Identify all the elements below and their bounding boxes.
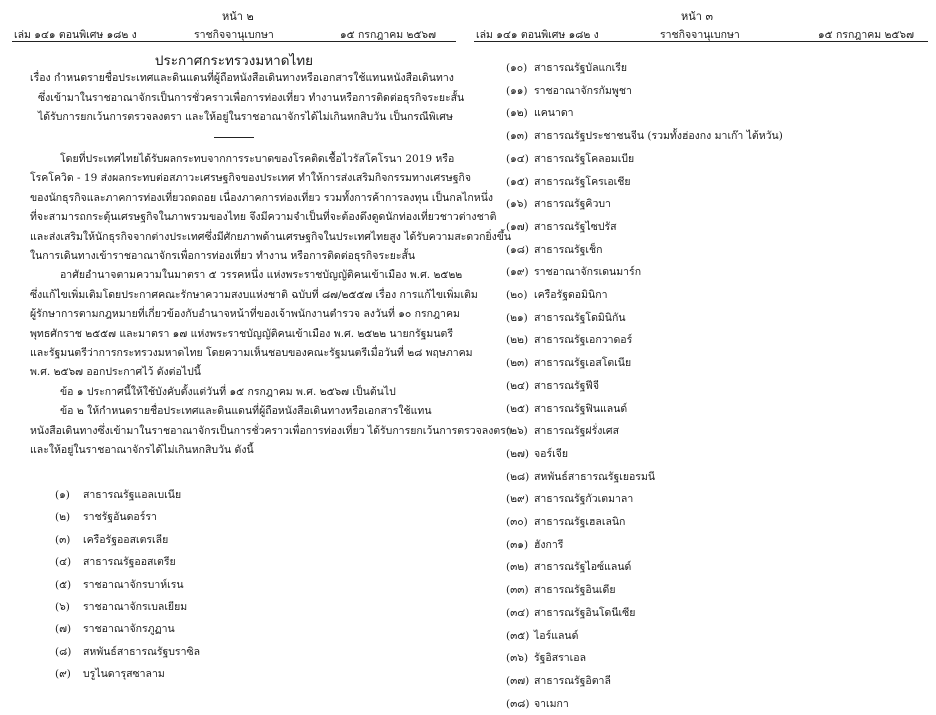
item-number: (๗)	[55, 623, 72, 636]
list-item	[506, 239, 783, 262]
country-name: บรูไนดารุสซาลาม	[83, 668, 165, 681]
country-name: สาธารณรัฐเอกวาดอร์	[534, 334, 633, 347]
country-name: ราชอาณาจักรภูฏาน	[83, 623, 175, 636]
page-number: หน้า ๓	[681, 10, 713, 23]
list-item	[506, 125, 783, 148]
item-number: (๑๕)	[506, 175, 529, 188]
list-item	[506, 398, 783, 421]
body-line: ในการเดินทางเข้าราชอาณาจักรเพื่อการท่องเที่ยว ทำงาน หรือการติดต่อธุรกิจระยะสั้น	[30, 250, 416, 263]
list-item	[55, 551, 200, 573]
body-line: และรัฐมนตรีว่าการกระทรวงมหาดไทย โดยความเห็นชอบของคณะรัฐมนตรีเมื่อวันที่ ๒๘ พฤษภาคม	[30, 347, 473, 360]
body-line: และให้อยู่ในราชอาณาจักรได้ไม่เกินหกสิบวัน ดังนี้	[30, 444, 254, 457]
item-number: (๑๔)	[506, 152, 529, 165]
item-number: (๙)	[55, 668, 71, 681]
item-number: (๒๙)	[506, 493, 529, 506]
item-number: (๖)	[55, 601, 70, 614]
country-name: เครือรัฐดอมินิกา	[534, 289, 608, 302]
item-number: (๘)	[55, 645, 72, 658]
item-number: (๒๑)	[506, 311, 528, 324]
header-gazette: ราชกิจจานุเบกษา	[660, 29, 740, 41]
item-number: (๑๘)	[506, 243, 529, 256]
list-item	[506, 80, 783, 103]
country-name: สาธารณรัฐเช็ก	[534, 243, 603, 256]
body-line: ข้อ ๑ ประกาศนี้ให้ใช้บังคับตั้งแต่วันที่ ๑๕ กรกฎาคม พ.ศ. ๒๕๖๗ เป็นต้นไป	[60, 385, 396, 398]
list-item	[506, 284, 783, 307]
country-name: สาธารณรัฐไซปรัส	[534, 220, 617, 233]
item-number: (๓)	[55, 533, 71, 546]
item-number: (๒๘)	[506, 470, 530, 483]
list-item	[55, 618, 200, 640]
country-name: สหพันธ์สาธารณรัฐบราซิล	[83, 645, 201, 658]
body-line: โดยที่ประเทศไทยได้รับผลกระทบจากการระบาดของโรคติดเชื้อไวรัสโคโรนา 2019 หรือ	[60, 153, 455, 165]
item-number: (๒)	[55, 511, 71, 524]
item-number: (๓๗)	[506, 674, 530, 687]
country-name: สหพันธ์สาธารณรัฐเยอรมนี	[534, 470, 656, 483]
list-item	[506, 579, 783, 602]
header-date: ๑๕ กรกฎาคม ๒๕๖๗	[340, 29, 436, 41]
country-name: ราชรัฐอันดอร์รา	[83, 511, 157, 524]
header-date: ๑๕ กรกฎาคม ๒๕๖๗	[818, 29, 914, 41]
list-item	[506, 443, 783, 466]
country-name: เครือรัฐออสเตรเลีย	[83, 533, 169, 546]
list-item	[55, 574, 200, 596]
list-item	[506, 693, 783, 715]
country-list	[506, 57, 783, 715]
page-number: หน้า ๒	[222, 10, 254, 23]
body-line: ที่จะสามารถกระตุ้นเศรษฐกิจในภาพรวมของไทย จึงมีความจำเป็นที่จะต้องดึงดูดนักท่องเที่ยวชาวต่างชาติ	[30, 211, 497, 224]
list-item	[506, 193, 783, 216]
country-name: สาธารณรัฐอินเดีย	[534, 584, 616, 597]
country-list	[55, 484, 200, 686]
subject-block	[30, 69, 465, 128]
body-line: และส่งเสริมให้นักธุรกิจจากต่างประเทศซึ่งมีศักยภาพด้านเศรษฐกิจในประเทศไทยสูง ได้รับความสะดวกยิ่งขึ้น	[30, 230, 512, 243]
item-number: (๒๓)	[506, 357, 529, 370]
item-number: (๑๐)	[506, 62, 528, 74]
country-name: ราชอาณาจักรเบลเยียม	[83, 601, 188, 614]
list-item	[55, 484, 200, 506]
list-item	[506, 216, 783, 239]
item-number: (๒๐)	[506, 289, 528, 302]
country-name: สาธารณรัฐกัวเตมาลา	[534, 493, 634, 506]
country-name: สาธารณรัฐฝรั่งเศส	[534, 425, 620, 438]
list-item	[506, 102, 783, 125]
item-number: (๑๗)	[506, 220, 529, 233]
country-name: สาธารณรัฐคิวบา	[534, 198, 611, 211]
country-name: แคนาดา	[534, 107, 574, 120]
country-name: สาธารณรัฐโครเอเชีย	[534, 175, 631, 188]
body-line: ของนักธุรกิจและภาคการท่องเที่ยวถดถอย เนื่องภาคการท่องเที่ยว รวมทั้งการค้าการลงทุน เป็นกลไกหนึ่ง	[30, 191, 494, 204]
list-item	[506, 352, 783, 375]
header-volume: เล่ม ๑๔๑ ตอนพิเศษ ๑๘๒ ง	[14, 29, 137, 41]
country-name: ราชอาณาจักรบาห์เรน	[83, 578, 184, 591]
item-number: (๓๔)	[506, 606, 530, 619]
country-name: สาธารณรัฐไอซ์แลนด์	[534, 561, 632, 574]
item-number: (๓๘)	[506, 697, 530, 710]
list-item	[55, 529, 200, 551]
list-item	[506, 329, 783, 352]
list-item	[506, 466, 783, 489]
item-number: (๑๒)	[506, 107, 528, 120]
country-name: รัฐอิสราเอล	[534, 652, 587, 665]
item-number: (๓๒)	[506, 561, 529, 574]
item-number: (๕)	[55, 578, 72, 591]
body-line: อาศัยอำนาจตามความในมาตรา ๕ วรรคหนึ่ง แห่งพระราชบัญญัติคนเข้าเมือง พ.ศ. ๒๕๒๒	[60, 269, 463, 282]
item-number: (๒๔)	[506, 379, 530, 392]
country-name: สาธารณรัฐบัลแกเรีย	[534, 62, 628, 74]
body-line: ผู้รักษาการตามกฎหมายที่เกี่ยวข้องกับอำนาจหน้าที่ของเจ้าพนักงานตำรวจ ลงวันที่ ๑๐ กรกฎาคม	[30, 308, 460, 321]
header-volume: เล่ม ๑๔๑ ตอนพิเศษ ๑๘๒ ง	[476, 29, 599, 41]
country-name: สาธารณรัฐโดมินิกัน	[534, 311, 626, 324]
subject-line: ซึ่งเข้ามาในราชอาณาจักรเป็นการชั่วคราวเพื่อการท่องเที่ยว ทำงานหรือการติดต่อธุรกิจระยะสั้น	[38, 91, 465, 104]
country-name: ฮังการี	[534, 538, 564, 551]
list-item	[506, 534, 783, 557]
header-rule	[474, 41, 928, 42]
item-number: (๔)	[55, 556, 72, 569]
country-name: จาเมกา	[534, 697, 569, 710]
list-item	[55, 663, 200, 685]
item-number: (๒๖)	[506, 425, 528, 438]
list-item	[506, 647, 783, 670]
body-text	[30, 150, 512, 461]
item-number: (๑๑)	[506, 84, 528, 97]
right-page	[470, 0, 936, 710]
item-number: (๑)	[55, 489, 70, 501]
country-name: ราชอาณาจักรเดนมาร์ก	[534, 266, 642, 279]
list-item	[506, 171, 783, 194]
item-number: (๑๙)	[506, 266, 529, 279]
country-name: สาธารณรัฐออสเตรีย	[83, 556, 176, 569]
body-line: พ.ศ. ๒๕๖๗ ออกประกาศไว้ ดังต่อไปนี้	[30, 366, 201, 379]
country-name: สาธารณรัฐอินโดนีเซีย	[534, 606, 636, 619]
item-number: (๓๕)	[506, 629, 530, 642]
country-name: สาธารณรัฐอิตาลี	[534, 674, 611, 687]
country-name: ไอร์แลนด์	[534, 629, 579, 642]
list-item	[55, 641, 200, 663]
list-item	[506, 556, 783, 579]
list-item	[506, 148, 783, 171]
item-number: (๑๖)	[506, 198, 528, 211]
subject-line: ได้รับการยกเว้นการตรวจลงตรา และให้อยู่ในราชอาณาจักรได้ไม่เกินหกสิบวัน เป็นกรณีพิเศษ	[38, 111, 453, 124]
country-name: สาธารณรัฐแอลเบเนีย	[83, 489, 182, 501]
country-name: ราชอาณาจักรกัมพูชา	[534, 84, 632, 97]
header-rule	[12, 41, 456, 42]
header-gazette: ราชกิจจานุเบกษา	[194, 29, 274, 41]
body-line: ข้อ ๒ ให้กำหนดรายชื่อประเทศและดินแดนที่ผู้ถือหนังสือเดินทางหรือเอกสารใช้แทน	[60, 405, 432, 418]
list-item	[506, 375, 783, 398]
country-name: สาธารณรัฐโคลอมเบีย	[534, 152, 635, 165]
country-name: สาธารณรัฐเอสโตเนีย	[534, 357, 632, 370]
country-name: จอร์เจีย	[534, 447, 568, 460]
item-number: (๒๗)	[506, 447, 530, 460]
divider	[214, 137, 254, 138]
country-name: สาธารณรัฐเฮลเลนิก	[534, 516, 626, 529]
list-item	[55, 506, 200, 528]
body-line: ซึ่งแก้ไขเพิ่มเติมโดยประกาศคณะรักษาความสงบแห่งชาติ ฉบับที่ ๘๗/๒๕๕๗ เรื่อง การแก้ไขเพิ่มเติม	[30, 288, 478, 301]
item-number: (๓๐)	[506, 516, 528, 529]
item-number: (๓๑)	[506, 538, 529, 551]
list-item	[506, 511, 783, 534]
subject-line: เรื่อง กำหนดรายชื่อประเทศและดินแดนที่ผู้ถือหนังสือเดินทางหรือเอกสารใช้แทนหนังสือเดินทาง	[30, 72, 454, 84]
list-item	[506, 670, 783, 693]
list-item	[506, 307, 783, 330]
body-line: โรคโควิด - 19 ส่งผลกระทบต่อสภาวะเศรษฐกิจของประเทศ ทำให้การส่งเสริมกิจกรรมทางเศรษฐกิจ	[30, 172, 472, 185]
item-number: (๒๕)	[506, 402, 530, 415]
list-item	[506, 261, 783, 284]
list-item	[506, 625, 783, 648]
list-item	[506, 602, 783, 625]
list-item	[506, 420, 783, 443]
list-item	[506, 488, 783, 511]
country-name: สาธารณรัฐประชาชนจีน (รวมทั้งฮ่องกง มาเก๊า ไต้หวัน)	[534, 130, 783, 143]
body-line: พุทธศักราช ๒๕๕๗ และมาตรา ๑๗ แห่งพระราชบัญญัติคนเข้าเมือง พ.ศ. ๒๕๒๒ นายกรัฐมนตรี	[30, 327, 453, 340]
item-number: (๑๓)	[506, 130, 529, 143]
list-item	[55, 596, 200, 618]
item-number: (๓๓)	[506, 584, 529, 597]
country-name: สาธารณรัฐฟินแลนด์	[534, 402, 628, 415]
announcement-title: ประกาศกระทรวงมหาดไทย	[154, 53, 314, 69]
country-name: สาธารณรัฐฟีจี	[534, 379, 600, 392]
item-number: (๓๖)	[506, 652, 529, 665]
item-number: (๒๒)	[506, 334, 529, 347]
list-item	[506, 57, 783, 80]
body-line: หนังสือเดินทางซึ่งเข้ามาในราชอาณาจักรเป็นการชั่วคราวเพื่อการท่องเที่ยว ได้รับการยกเว้นการตรวจลงตรา	[30, 424, 512, 437]
